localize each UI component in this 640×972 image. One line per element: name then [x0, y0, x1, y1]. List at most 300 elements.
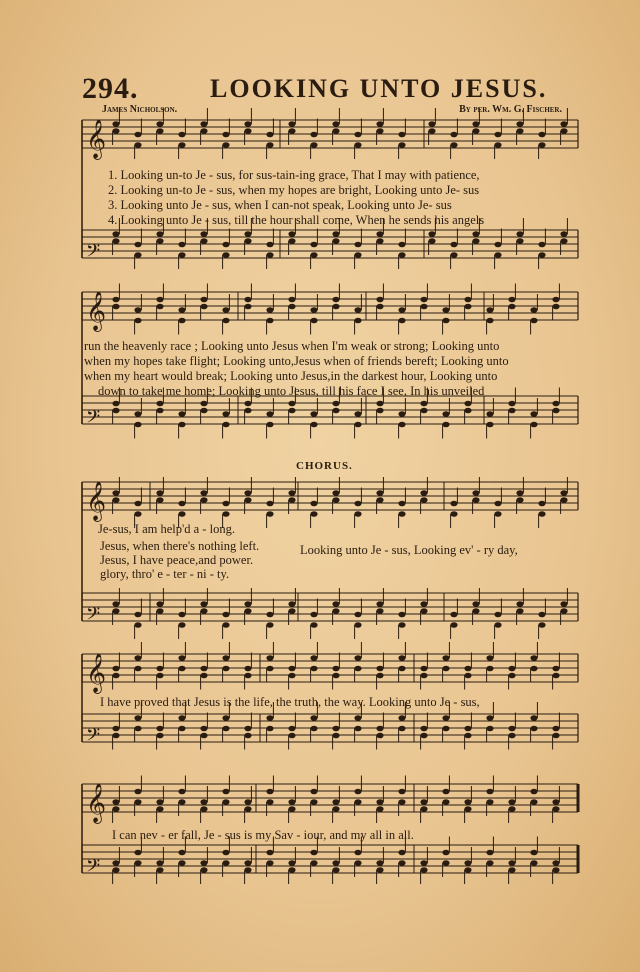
notehead — [178, 655, 185, 661]
notehead — [508, 799, 515, 805]
notehead — [354, 132, 361, 138]
notehead — [450, 242, 457, 248]
notehead — [310, 622, 317, 628]
notehead — [310, 252, 317, 258]
notehead — [310, 715, 317, 721]
notehead — [398, 242, 405, 248]
notehead — [222, 622, 229, 628]
notehead — [134, 860, 141, 866]
notehead — [310, 860, 317, 866]
notehead — [508, 304, 515, 310]
notehead — [442, 860, 449, 866]
notehead — [376, 238, 383, 244]
notehead — [552, 666, 559, 672]
notehead — [486, 422, 493, 428]
notehead — [376, 608, 383, 614]
notehead — [486, 411, 493, 417]
verse3-line1: 3. Looking unto Je - sus, when I can-not speak, Looking unto Je- sus — [108, 198, 452, 212]
notehead — [516, 121, 523, 127]
notehead — [134, 142, 141, 148]
notehead — [332, 673, 339, 679]
notehead — [222, 612, 229, 618]
notehead — [420, 867, 427, 873]
notehead — [244, 121, 251, 127]
notehead — [310, 242, 317, 248]
notehead — [398, 622, 405, 628]
notehead — [200, 867, 207, 873]
notehead — [222, 511, 229, 517]
notehead — [134, 307, 141, 313]
notehead — [354, 622, 361, 628]
notehead — [266, 511, 273, 517]
notehead — [376, 297, 383, 303]
notehead — [472, 231, 479, 237]
notehead — [442, 715, 449, 721]
notehead — [376, 408, 383, 414]
notehead — [508, 401, 515, 407]
notehead — [450, 622, 457, 628]
notehead — [332, 806, 339, 812]
notehead — [376, 128, 383, 134]
notehead — [332, 408, 339, 414]
notehead — [486, 715, 493, 721]
notehead — [266, 132, 273, 138]
notehead — [200, 121, 207, 127]
notehead — [178, 622, 185, 628]
notehead — [472, 490, 479, 496]
notehead — [222, 789, 229, 795]
notehead — [530, 715, 537, 721]
notehead — [494, 132, 501, 138]
notehead — [332, 401, 339, 407]
notehead — [332, 304, 339, 310]
notehead — [398, 501, 405, 507]
notehead — [310, 511, 317, 517]
notehead — [112, 608, 119, 614]
notehead — [398, 612, 405, 618]
author-credit: James Nicholson. — [102, 104, 178, 115]
notehead — [178, 501, 185, 507]
notehead — [178, 318, 185, 324]
notehead — [538, 511, 545, 517]
notehead — [420, 490, 427, 496]
notehead — [332, 608, 339, 614]
verse3-line2: when my heart would break; Looking unto Jesus,in the darkest hour, Looking unto — [84, 369, 498, 383]
notehead — [354, 726, 361, 732]
notehead — [420, 608, 427, 614]
notehead — [376, 867, 383, 873]
notehead — [354, 799, 361, 805]
notehead — [494, 242, 501, 248]
notehead — [530, 422, 537, 428]
notehead — [134, 612, 141, 618]
notehead — [442, 318, 449, 324]
notehead — [464, 297, 471, 303]
notehead — [178, 789, 185, 795]
notehead — [244, 238, 251, 244]
notehead — [560, 128, 567, 134]
notehead — [516, 128, 523, 134]
notehead — [420, 860, 427, 866]
notehead — [222, 411, 229, 417]
treble-clef: 𝄞 — [86, 653, 107, 693]
notehead — [134, 799, 141, 805]
notehead — [200, 726, 207, 732]
notehead — [134, 789, 141, 795]
notehead — [244, 304, 251, 310]
notehead — [486, 726, 493, 732]
notehead — [450, 511, 457, 517]
notehead — [398, 252, 405, 258]
notehead — [112, 666, 119, 672]
notehead — [450, 132, 457, 138]
notehead — [552, 733, 559, 739]
notehead — [178, 666, 185, 672]
notehead — [156, 497, 163, 503]
notehead — [486, 318, 493, 324]
notehead — [552, 867, 559, 873]
verse2-line1: 2. Looking un-to Je - sus, when my hopes are bright, Looking unto Je- sus — [108, 183, 480, 197]
notehead — [486, 655, 493, 661]
notehead — [134, 655, 141, 661]
notehead — [398, 655, 405, 661]
notehead — [200, 799, 207, 805]
notehead — [516, 490, 523, 496]
notehead — [266, 860, 273, 866]
notehead — [266, 850, 273, 856]
notehead — [156, 408, 163, 414]
notehead — [156, 297, 163, 303]
notehead — [134, 411, 141, 417]
notehead — [332, 666, 339, 672]
notehead — [354, 411, 361, 417]
notehead — [420, 304, 427, 310]
treble-clef: 𝄞 — [86, 291, 107, 331]
verse2-line3: Jesus, when there's nothing left. — [100, 539, 260, 553]
notehead — [310, 422, 317, 428]
notehead — [134, 511, 141, 517]
notehead — [538, 242, 545, 248]
notehead — [112, 401, 119, 407]
notehead — [332, 799, 339, 805]
notehead — [472, 238, 479, 244]
notehead — [266, 318, 273, 324]
hymn-title: LOOKING UNTO JESUS. — [210, 74, 548, 103]
notehead — [178, 132, 185, 138]
notehead — [376, 304, 383, 310]
notehead — [516, 238, 523, 244]
notehead — [288, 121, 295, 127]
notehead — [244, 608, 251, 614]
notehead — [134, 501, 141, 507]
notehead — [222, 850, 229, 856]
notehead — [472, 128, 479, 134]
notehead — [266, 655, 273, 661]
notehead — [530, 860, 537, 866]
notehead — [494, 501, 501, 507]
notehead — [200, 806, 207, 812]
notehead — [494, 511, 501, 517]
verse2-line2: when my hopes take flight; Looking unto,Jesus when of friends bereft; Looking unto — [84, 354, 509, 368]
notehead — [112, 121, 119, 127]
notehead — [178, 411, 185, 417]
notehead — [494, 612, 501, 618]
notehead — [288, 733, 295, 739]
notehead — [398, 666, 405, 672]
notehead — [508, 867, 515, 873]
notehead — [310, 318, 317, 324]
bass-clef: 𝄢 — [86, 725, 101, 750]
notehead — [134, 132, 141, 138]
notehead — [494, 622, 501, 628]
notehead — [442, 666, 449, 672]
notehead — [310, 655, 317, 661]
notehead — [516, 601, 523, 607]
notehead — [134, 622, 141, 628]
notehead — [310, 799, 317, 805]
notehead — [288, 231, 295, 237]
notehead — [134, 666, 141, 672]
notehead — [486, 799, 493, 805]
notehead — [376, 799, 383, 805]
notehead — [354, 511, 361, 517]
notehead — [200, 860, 207, 866]
notehead — [200, 401, 207, 407]
notehead — [420, 799, 427, 805]
notehead — [178, 242, 185, 248]
notehead — [486, 666, 493, 672]
notehead — [530, 655, 537, 661]
notehead — [508, 733, 515, 739]
notehead — [266, 666, 273, 672]
chorus-line3: I can nev - er fall, Je - sus is my Sav - iour, and my all in all. — [112, 828, 414, 842]
notehead — [530, 726, 537, 732]
notehead — [376, 490, 383, 496]
notehead — [486, 860, 493, 866]
notehead — [310, 411, 317, 417]
notehead — [332, 297, 339, 303]
notehead — [288, 401, 295, 407]
notehead — [266, 715, 273, 721]
notehead — [428, 128, 435, 134]
notehead — [310, 132, 317, 138]
notehead — [398, 799, 405, 805]
notehead — [112, 799, 119, 805]
notehead — [156, 806, 163, 812]
notehead — [398, 142, 405, 148]
notehead — [310, 612, 317, 618]
notehead — [112, 408, 119, 414]
notehead — [332, 601, 339, 607]
notehead — [516, 497, 523, 503]
notehead — [530, 789, 537, 795]
notehead — [376, 673, 383, 679]
chorus-line1: Looking unto Je - sus, Looking ev' - ry day, — [300, 543, 518, 557]
notehead — [200, 238, 207, 244]
notehead — [560, 608, 567, 614]
notehead — [420, 297, 427, 303]
notehead — [442, 850, 449, 856]
notehead — [244, 401, 251, 407]
notehead — [354, 422, 361, 428]
notehead — [200, 490, 207, 496]
notehead — [442, 411, 449, 417]
notehead — [156, 799, 163, 805]
notehead — [222, 307, 229, 313]
notehead — [178, 142, 185, 148]
notehead — [464, 401, 471, 407]
notehead — [222, 252, 229, 258]
hymn-number: 294. — [82, 72, 139, 105]
notehead — [398, 422, 405, 428]
notehead — [376, 806, 383, 812]
notehead — [266, 622, 273, 628]
verse1-line1: 1. Looking un-to Je - sus, for sus-tain-ing grace, That I may with patience, — [108, 168, 480, 182]
notehead — [288, 666, 295, 672]
notehead — [134, 726, 141, 732]
notehead — [508, 673, 515, 679]
notehead — [420, 497, 427, 503]
notehead — [332, 121, 339, 127]
notehead — [552, 408, 559, 414]
notehead — [288, 867, 295, 873]
notehead — [552, 799, 559, 805]
notehead — [222, 799, 229, 805]
bass-clef: 𝄢 — [86, 241, 101, 266]
notehead — [376, 733, 383, 739]
notehead — [310, 789, 317, 795]
notehead — [178, 511, 185, 517]
notehead — [156, 121, 163, 127]
notehead — [244, 231, 251, 237]
notehead — [442, 726, 449, 732]
notehead — [420, 726, 427, 732]
notehead — [464, 304, 471, 310]
verse1-line2: run the heavenly race ; Looking unto Jesus when I'm weak or strong; Looking unto — [84, 339, 500, 353]
notehead — [266, 242, 273, 248]
notehead — [442, 307, 449, 313]
notehead — [288, 497, 295, 503]
notehead — [200, 666, 207, 672]
notehead — [156, 238, 163, 244]
notehead — [354, 655, 361, 661]
notehead — [508, 297, 515, 303]
notehead — [442, 789, 449, 795]
notehead — [464, 673, 471, 679]
notehead — [288, 608, 295, 614]
notehead — [222, 242, 229, 248]
notehead — [112, 231, 119, 237]
notehead — [486, 789, 493, 795]
notehead — [354, 252, 361, 258]
notehead — [508, 726, 515, 732]
notehead — [134, 252, 141, 258]
notehead — [288, 304, 295, 310]
notehead — [354, 860, 361, 866]
notehead — [200, 408, 207, 414]
notehead — [560, 490, 567, 496]
notehead — [156, 401, 163, 407]
notehead — [442, 799, 449, 805]
notehead — [530, 411, 537, 417]
notehead — [486, 307, 493, 313]
permission-credit: By per. Wm. G. Fischer. — [459, 104, 562, 115]
notehead — [244, 666, 251, 672]
notehead — [332, 238, 339, 244]
notehead — [538, 622, 545, 628]
notehead — [222, 422, 229, 428]
notehead — [266, 142, 273, 148]
notehead — [288, 860, 295, 866]
notehead — [244, 297, 251, 303]
notehead — [156, 601, 163, 607]
verse4-line3: glory, thro' e - ter - ni - ty. — [100, 567, 230, 581]
notehead — [156, 733, 163, 739]
notehead — [178, 307, 185, 313]
notehead — [354, 850, 361, 856]
notehead — [156, 666, 163, 672]
notehead — [244, 867, 251, 873]
notehead — [310, 666, 317, 672]
notehead — [222, 318, 229, 324]
notehead — [464, 799, 471, 805]
notehead — [266, 501, 273, 507]
notehead — [376, 860, 383, 866]
notehead — [288, 673, 295, 679]
notehead — [244, 799, 251, 805]
notehead — [244, 497, 251, 503]
verse1-line3: Je-sus, I am help'd a - long. — [98, 522, 235, 536]
notehead — [354, 715, 361, 721]
notehead — [222, 666, 229, 672]
notehead — [178, 726, 185, 732]
notehead — [112, 490, 119, 496]
notehead — [354, 318, 361, 324]
notehead — [244, 726, 251, 732]
notehead — [134, 242, 141, 248]
notehead — [552, 806, 559, 812]
notehead — [244, 408, 251, 414]
verse3-line3: Jesus, I have peace,and power. — [100, 553, 254, 567]
notehead — [222, 860, 229, 866]
notehead — [398, 789, 405, 795]
notehead — [222, 715, 229, 721]
notehead — [464, 666, 471, 672]
notehead — [464, 867, 471, 873]
notehead — [530, 318, 537, 324]
notehead — [398, 132, 405, 138]
notehead — [310, 501, 317, 507]
notehead — [376, 231, 383, 237]
notehead — [538, 501, 545, 507]
notehead — [552, 297, 559, 303]
notehead — [178, 612, 185, 618]
bass-clef: 𝄢 — [86, 604, 101, 629]
notehead — [244, 806, 251, 812]
notehead — [560, 231, 567, 237]
notehead — [200, 231, 207, 237]
notehead — [222, 655, 229, 661]
notehead — [376, 121, 383, 127]
notehead — [450, 142, 457, 148]
notehead — [376, 726, 383, 732]
notehead — [398, 726, 405, 732]
notehead — [266, 252, 273, 258]
notehead — [266, 726, 273, 732]
notehead — [538, 612, 545, 618]
notehead — [222, 132, 229, 138]
notehead — [332, 231, 339, 237]
